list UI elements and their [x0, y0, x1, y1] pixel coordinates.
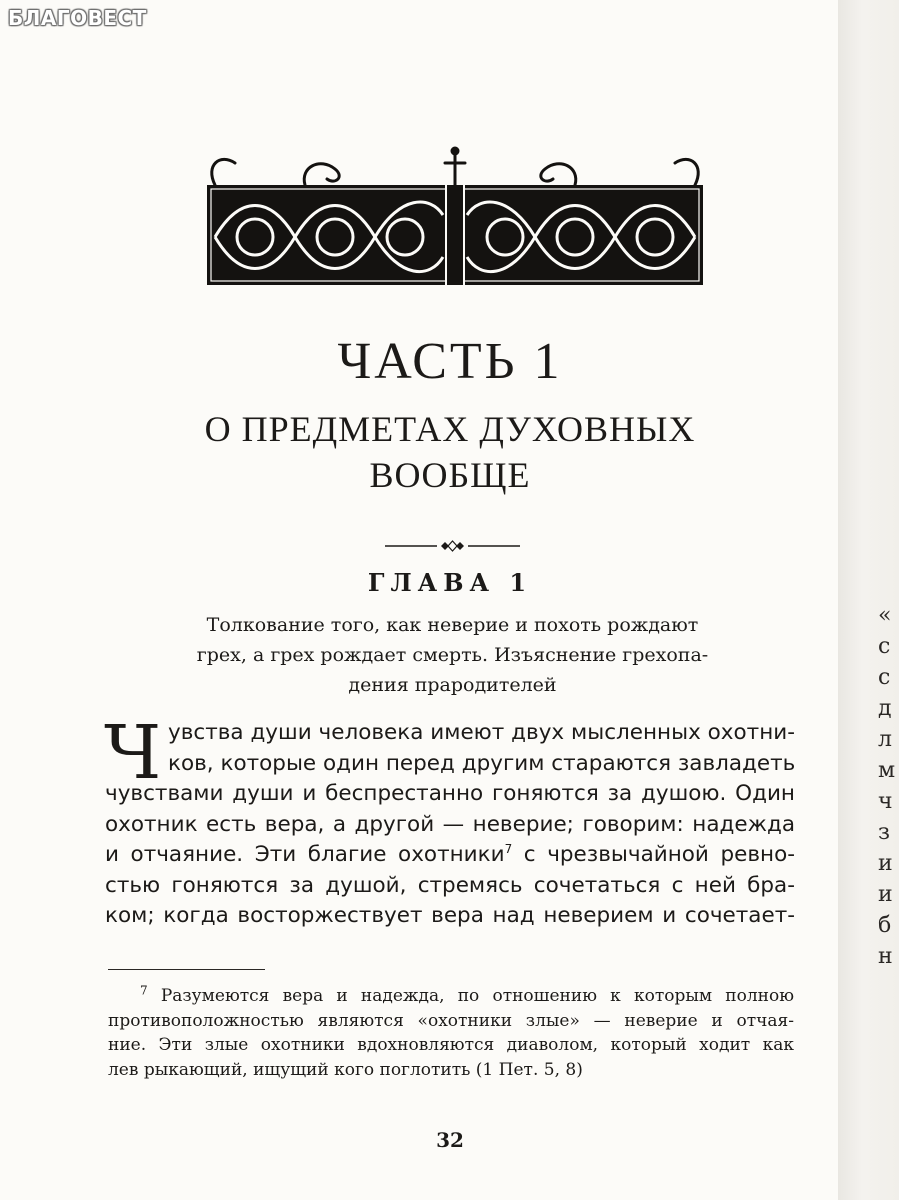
footnote-text: Разумеются вера и надежда, по отношению к которым полною — [160, 986, 794, 1006]
ornamental-divider-icon — [385, 540, 520, 552]
part-subtitle-line2: ВООБЩЕ — [369, 455, 531, 495]
footnote-mark: 7 — [140, 983, 148, 998]
body-line: ков, которые один перед другим стараются завладеть — [168, 750, 796, 776]
chapter-description-line: грех, а грех рождает смерть. Изъяснение грехопа- — [196, 644, 709, 666]
footnote-line: лев рыкающий, ищущий кого поглотить (1 Пет. 5, 8) — [108, 1059, 583, 1080]
body-line: охотник есть вера, а другой — неверие; говорим: надежда — [105, 811, 795, 837]
part-subtitle-line1: О ПРЕДМЕТАХ ДУХОВНЫХ — [204, 409, 696, 449]
body-line: ком; когда восторжествует вера над неверием и сочетает- — [105, 903, 795, 928]
footnote-line: ние. Эти злые охотники вдохновляются диаволом, который ходит как — [108, 1035, 794, 1055]
body-line: увства души человека имеют двух мысленных охотни- — [168, 720, 795, 745]
chapter-description-line: Толкование того, как неверие и похоть рождают — [206, 614, 699, 636]
footnote-separator — [108, 969, 265, 970]
footnote — [108, 984, 794, 1082]
body-paragraph-top — [168, 718, 795, 779]
footnote-line: противоположностью являются «охотники злые» — неверие и отчая- — [108, 1010, 794, 1031]
watermark-logo: БЛАГОВЕСТ — [8, 6, 147, 30]
chapter-description — [160, 610, 745, 700]
body-line-part: и отчаяние. Эти благие охотники — [105, 842, 505, 867]
body-line — [105, 840, 795, 871]
footnote-line — [108, 984, 794, 1009]
body-line: стью гоняются за душой, стремясь сочетаться с ней бра- — [105, 872, 795, 898]
page-number: 32 — [436, 1128, 464, 1152]
body-line: чувствами души и беспрестанно гоняются за душою. Один — [105, 781, 795, 806]
adjacent-page-glyphs: « с с д л м ч з и и б н — [878, 603, 896, 969]
drop-cap: Ч — [104, 710, 162, 796]
body-paragraph — [105, 779, 795, 932]
part-subtitle — [100, 406, 800, 498]
chapter-description-line: дения прародителей — [348, 674, 557, 696]
body-line-part: с чрезвычайной ревно- — [512, 842, 795, 867]
chapter-title: ГЛАВА 1 — [367, 568, 533, 597]
footnote-reference: 7 — [504, 841, 513, 856]
ornamental-headpiece-icon — [195, 145, 715, 295]
part-title: ЧАСТЬ 1 — [337, 333, 563, 390]
